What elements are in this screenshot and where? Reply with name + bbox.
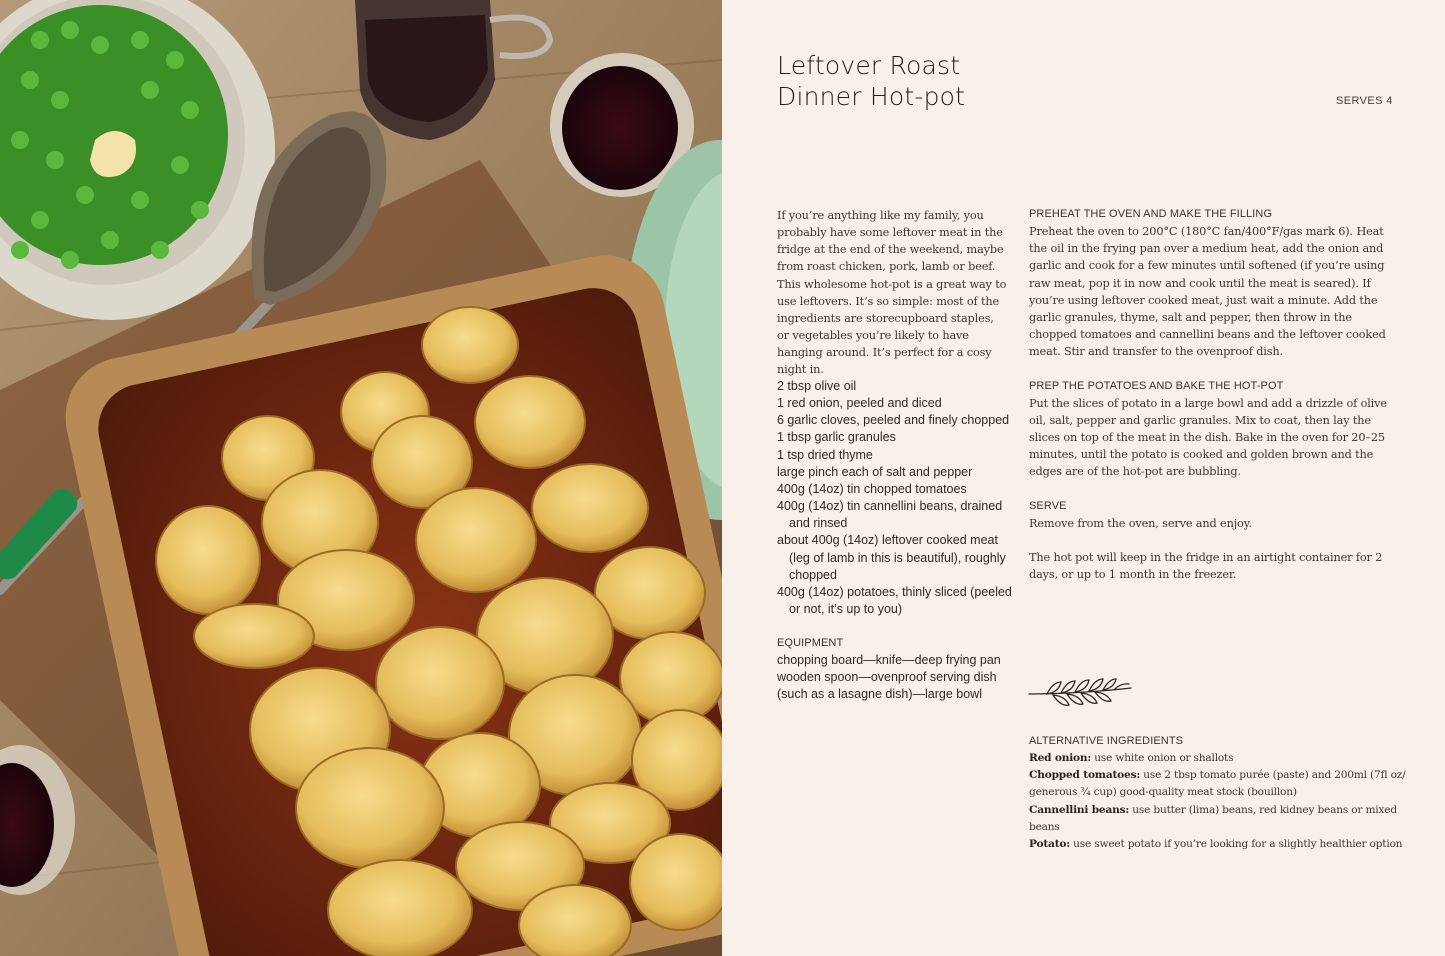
serves-label: SERVES 4 [1336,95,1393,107]
ingredient-item: 2 tbsp olive oil [777,379,857,393]
alternative-label: Chopped tomatoes: [1029,769,1141,782]
alternatives-heading: ALTERNATIVE INGREDIENTS [1029,735,1184,747]
recipe-title-line1: Leftover Roast [777,51,961,80]
equipment-line: chopping board—knife—deep frying pan [777,653,1001,668]
alternative-ingredients [1029,733,1409,853]
equipment-heading: EQUIPMENT [777,637,844,649]
recipe-page [722,0,1445,956]
alternative-item [1029,802,1409,836]
alternative-text: use sweet potato if you’re looking for a slightly healthier option [1069,837,1403,850]
storage-note: The hot pot will keep in the fridge in an airtight container for 2 days, or up to 1 month in the freezer. [1029,551,1383,582]
alternative-text: use butter (lima) beans, red kidney beans or mixed beans [1029,803,1397,833]
alternative-label: Red onion: [1029,752,1092,765]
step-text: Preheat the oven to 200°C (180°C fan/400°F/gas mark 6). Heat the oil in the frying pan over a medium heat, add the onion and garlic and cook for a few minutes until softened (if you’re using raw meat, pop it in now and cook until the meat is seared). If you’re using leftover cooked meat, just wait a minute. Add the garlic granules, thyme, salt and pepper, then throw in the chopped tomatoes and cannellini beans and the leftover cooked meat. Stir and transfer to the ovenproof dish. [1029,225,1386,359]
alternative-item [1029,836,1409,853]
method-step [1029,378,1391,481]
alternative-item [1029,750,1409,767]
alternative-text: use white onion or shallots [1091,752,1234,765]
method-section [1029,206,1391,583]
recipe-title-line2: Dinner Hot-pot [777,82,966,111]
alternative-item [1029,767,1409,801]
equipment-line: wooden spoon—ovenproof serving dish [777,670,997,685]
ingredient-item: about 400g (14oz) leftover cooked meat (leg of lamb in this is beautiful), roughly chopped [777,533,1006,582]
ingredient-item: 400g (14oz) tin chopped tomatoes [777,481,967,496]
step-heading: PREP THE POTATOES AND BAKE THE HOT-POT [1029,379,1284,392]
step-heading: SERVE [1029,499,1067,512]
method-step [1029,498,1391,532]
food-photo [0,0,722,956]
ingredient-item: 400g (14oz) potatoes, thinly sliced (peeled or not, it’s up to you) [777,584,1012,617]
equipment-section [777,635,1017,704]
alternative-label: Cannellini beans: [1029,803,1130,816]
ingredient-item: 400g (14oz) tin cannellini beans, drained and rinsed [777,499,1003,531]
herb-sprig-icon [1027,676,1137,716]
equipment-line: (such as a lasagne dish)—large bowl [777,687,982,702]
step-heading: PREHEAT THE OVEN AND MAKE THE FILLING [1029,208,1273,220]
recipe-intro: If you’re anything like my family, you probably have some leftover meat in the fridge at the end of the weekend, maybe from roast chicken, pork, lamb or beef. This wholesome hot-pot is a great way to use leftovers. It’s so simple: most of the ingredients are storecupboard staples, or vegetables you’re likely to have hanging around. It’s perfect for a cosy night in. [777,209,1007,377]
alternative-label: Potato: [1029,837,1070,850]
ingredient-item: 6 garlic cloves, peeled and finely chopped [777,413,1010,428]
ingredient-item: 1 tbsp garlic granules [777,430,896,445]
ingredients-list [777,378,1017,618]
method-step [1029,206,1391,360]
step-text: Put the slices of potato in a large bowl and add a drizzle of olive oil, salt, pepper and garlic granules. Mix to coat, then lay the slices on top of the meat in the dish. Bake in the oven for 20–25 minutes, until the potato is cooked and golden brown and the edges are of the hot-pot are bubbling. [1029,396,1387,479]
hot-pot-photo-illustration [0,0,722,956]
ingredient-item: 1 tsp dried thyme [777,447,873,462]
step-text: Remove from the oven, serve and enjoy. [1029,516,1252,530]
ingredient-item: 1 red onion, peeled and diced [777,396,942,411]
alternative-text: use 2 tbsp tomato purée (paste) and 200ml (7fl oz/ generous ¾ cup) good-quality meat stock (bouillon) [1029,769,1406,799]
ingredient-item: large pinch each of salt and pepper [777,464,973,479]
recipe-title [777,50,1037,112]
